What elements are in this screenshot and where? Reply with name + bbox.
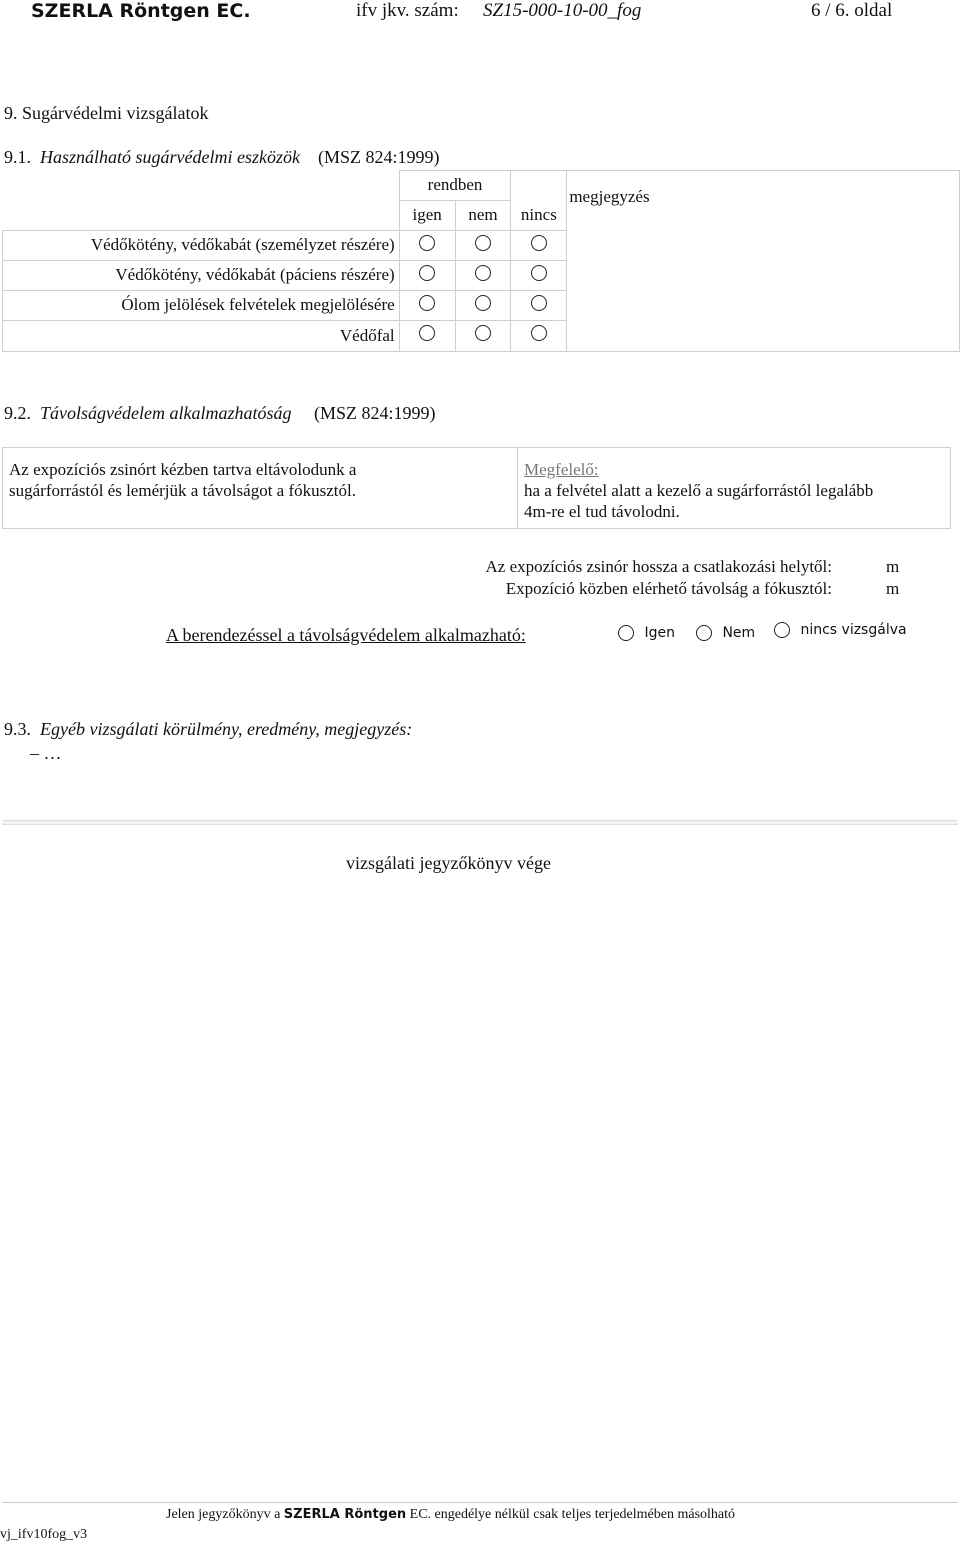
- subsection-9-3-heading: [4, 719, 412, 740]
- radio-nem[interactable]: [475, 325, 491, 341]
- row-label: Védőkötény, védőkabát (személyzet részére): [3, 230, 400, 260]
- option-nem[interactable]: [696, 625, 755, 641]
- end-of-report: vizsgálati jegyzőkönyv vége: [346, 853, 551, 873]
- subsection-number: 9.1.: [4, 147, 31, 167]
- radio-nincs[interactable]: [531, 295, 547, 311]
- col-rendben: rendben: [399, 171, 511, 201]
- cord-length-unit: m: [886, 557, 900, 576]
- criteria-title: Megfelelő:: [524, 460, 599, 479]
- criteria-line: 4m-re el tud távolodni.: [524, 502, 680, 521]
- radio-nem[interactable]: [475, 265, 491, 281]
- procedure-line: sugárforrástól és lemérjük a távolságot a fókusztól.: [9, 481, 356, 500]
- company-name: SZERLA Röntgen EC.: [31, 0, 251, 22]
- col-nincs: nincs: [511, 200, 567, 230]
- separator: [2, 820, 958, 825]
- row-label: Ólom jelölések felvételek megjelölésére: [3, 290, 400, 320]
- radio-nincs[interactable]: [531, 325, 547, 341]
- option-igen-label: Igen: [644, 625, 675, 641]
- applicability-question: A berendezéssel a távolságvédelem alkalmazható:: [166, 625, 526, 645]
- cord-length-label: Az expozíciós zsinór hossza a csatlakozási helytől:: [485, 557, 832, 576]
- procedure-cell: [3, 448, 518, 529]
- page-number: 6 / 6. oldal: [811, 0, 893, 21]
- footer-pre: Jelen jegyzőkönyv a: [166, 1507, 281, 1522]
- procedure-line: Az expozíciós zsinórt kézben tartva eltávolodunk a: [9, 460, 357, 479]
- footer-post: EC. engedélye nélkül csak teljes terjedelmében másolható: [409, 1507, 736, 1522]
- col-note: [567, 171, 960, 352]
- subsection-title: Használható sugárvédelmi eszközök: [40, 147, 300, 167]
- radio-nincs[interactable]: [774, 622, 790, 638]
- radio-igen[interactable]: [419, 295, 435, 311]
- option-nem-label: Nem: [722, 625, 756, 641]
- notes-content: – …: [30, 743, 62, 763]
- col-igen: igen: [399, 200, 455, 230]
- radio-igen[interactable]: [618, 625, 634, 641]
- subsection-title: Egyéb vizsgálati körülmény, eredmény, megjegyzés:: [40, 719, 413, 739]
- section-title: 9. Sugárvédelmi vizsgálatok: [4, 103, 209, 123]
- subsection-standard: (MSZ 824:1999): [317, 147, 440, 167]
- radio-igen[interactable]: [419, 265, 435, 281]
- distance-protection-table: [2, 447, 951, 529]
- focus-distance-unit: m: [886, 579, 900, 598]
- subsection-9-1-heading: [4, 147, 439, 168]
- radio-igen[interactable]: [419, 235, 435, 251]
- row-label: Védőkötény, védőkabát (páciens részére): [3, 260, 400, 290]
- row-label: Védőfal: [3, 320, 400, 351]
- radio-igen[interactable]: [419, 325, 435, 341]
- focus-distance-label: Expozíció közben elérhető távolság a fókusztól:: [505, 579, 832, 598]
- criteria-line: ha a felvétel alatt a kezelő a sugárforrástól legalább: [524, 481, 874, 500]
- note-header: megjegyzés: [569, 187, 650, 206]
- criteria-cell: [518, 448, 951, 529]
- option-nincs-label: nincs vizsgálva: [800, 622, 907, 638]
- footer-rule: [2, 1502, 958, 1503]
- radio-nem[interactable]: [475, 235, 491, 251]
- radio-nem[interactable]: [696, 625, 712, 641]
- footer-copyright: [166, 1507, 735, 1523]
- footer-code: vj_ifv10fog_v3: [0, 1527, 88, 1542]
- subsection-title: Távolságvédelem alkalmazhatóság: [40, 403, 292, 423]
- radio-nincs[interactable]: [531, 235, 547, 251]
- subsection-number: 9.2.: [4, 403, 31, 423]
- radio-nem[interactable]: [475, 295, 491, 311]
- col-nem: nem: [455, 200, 511, 230]
- option-igen[interactable]: [618, 625, 675, 641]
- subsection-9-2-heading: [4, 403, 435, 424]
- protection-tools-table: [2, 170, 960, 352]
- radio-nincs[interactable]: [531, 265, 547, 281]
- subsection-standard: (MSZ 824:1999): [313, 403, 436, 423]
- doc-number: SZ15-000-10-00_fog: [483, 0, 642, 21]
- option-nincs[interactable]: [774, 622, 907, 638]
- subsection-number: 9.3.: [4, 719, 31, 739]
- doc-number-label: ifv jkv. szám:: [356, 0, 459, 21]
- footer-company: SZERLA Röntgen: [283, 1507, 407, 1522]
